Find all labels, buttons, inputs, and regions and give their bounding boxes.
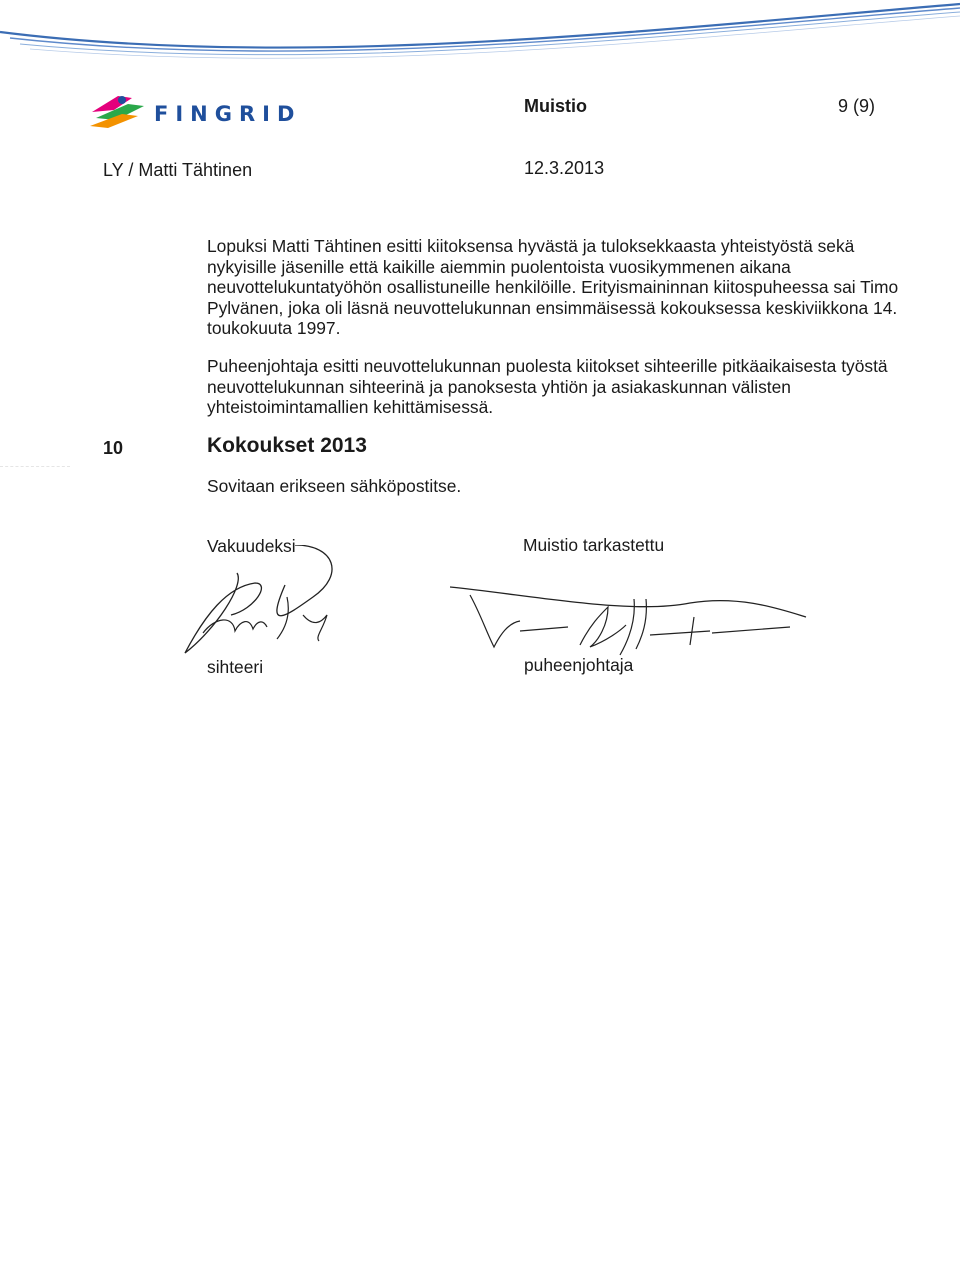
signature-right-role: puheenjohtaja: [524, 655, 634, 675]
page-number: 9 (9): [838, 96, 876, 116]
header-swoosh: [0, 0, 960, 90]
body-paragraph-2: Puheenjohtaja esitti neuvottelukunnan puolesta kiitokset sihteerille pitkäaikaisesta työstä neuvottelukunnan sihteerinä ja panoksesta yhtiön ja asiakaskunnan välisten yhteistoimintamallien kehittämisessä.: [207, 356, 888, 417]
fingrid-logo: [88, 88, 318, 138]
logo-text: FINGRID: [154, 102, 302, 126]
secretary-signature: [145, 545, 355, 665]
section-text: Sovitaan erikseen sähköpostitse.: [207, 476, 462, 496]
signature-right-label: Muistio tarkastettu: [523, 535, 665, 555]
signature-left-label: Vakuudeksi: [207, 536, 296, 556]
document-date: 12.3.2013: [524, 158, 605, 178]
body-paragraph-1: Lopuksi Matti Tähtinen esitti kiitoksensa hyvästä ja tuloksekkaasta yhteistyöstä sekä nykyisille jäsenille että kaikille aiemmin puolentoista vuosikymmenen aikana neuvottelukuntatyöhön osallistuneille henkilöille. Erityismaininnan kiitospuheessa sai Timo Pylvänen, joka oli läsnä neuvottelukunnan ensimmäisessä kokouksessa keskiviikkona 14. toukokuuta 1997.: [207, 236, 899, 338]
section-title: Kokoukset 2013: [207, 434, 367, 457]
logo-mark-icon: [88, 88, 154, 136]
section-number: 10: [103, 438, 124, 458]
signature-left-role: sihteeri: [207, 657, 264, 677]
margin-mark: [0, 466, 70, 469]
document-author: LY / Matti Tähtinen: [103, 160, 253, 180]
document-type: Muistio: [524, 96, 587, 116]
